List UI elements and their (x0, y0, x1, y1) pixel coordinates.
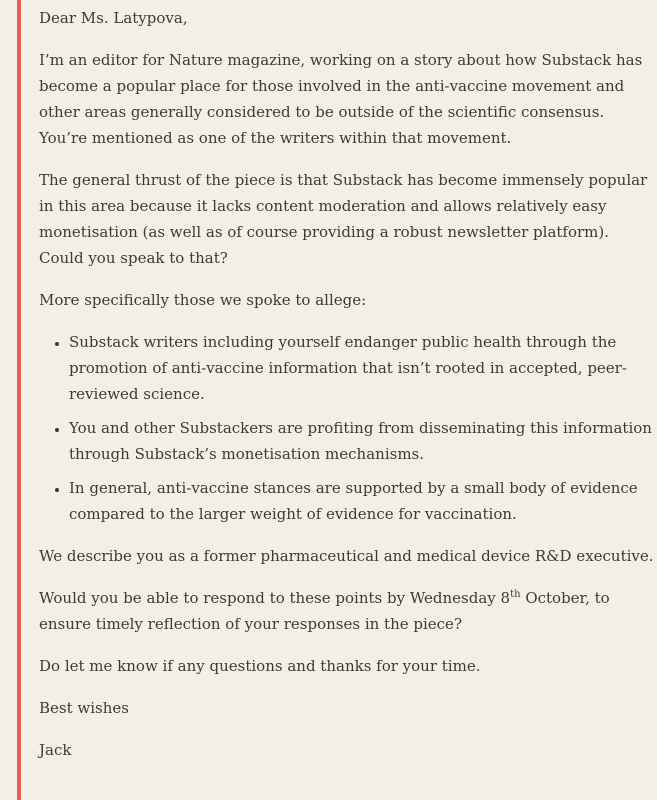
salutation: Dear Ms. Latypova, (39, 9, 188, 27)
list-item: • You and other Substackers are profiting from disseminating this information through Substack’s monetisation mechanisms. (69, 415, 655, 467)
paragraph-allegations-intro: More specifically those we spoke to allege: (39, 291, 367, 309)
paragraph-thanks: Do let me know if any questions and thanks for your time. (39, 657, 481, 675)
paragraph-deadline (39, 585, 655, 637)
paragraph-intro: I’m an editor for Nature magazine, working on a story about how Substack has become a popular place for those involved in the anti-vaccine movement and other areas generally considered to be outside of the scientific consensus. You’re mentioned as one of the writers within that movement. (39, 51, 643, 147)
closing: Best wishes (39, 699, 129, 717)
list-item: • In general, anti-vaccine stances are supported by a small body of evidence compared to the larger weight of evidence for vaccination. (69, 475, 655, 527)
deadline-text-before: Would you be able to respond to these points by Wednesday 8 (39, 589, 511, 607)
allegations-list (39, 329, 655, 527)
list-item: • Substack writers including yourself endanger public health through the promotion of anti-vaccine information that isn’t rooted in accepted, peer-reviewed science. (69, 329, 655, 407)
deadline-text-after: October, to ensure timely reflection of your responses in the piece? (39, 589, 610, 633)
email-blockquote (17, 0, 655, 800)
signature: Jack (39, 741, 72, 759)
paragraph-description: We describe you as a former pharmaceutical and medical device R&D executive. (39, 547, 654, 565)
paragraph-thrust: The general thrust of the piece is that Substack has become immensely popular in this area because it lacks content moderation and allows relatively easy monetisation (as well as of course providing a robust newsletter platform). Could you speak to that? (39, 171, 648, 267)
date-ordinal-suffix: th (510, 589, 521, 600)
